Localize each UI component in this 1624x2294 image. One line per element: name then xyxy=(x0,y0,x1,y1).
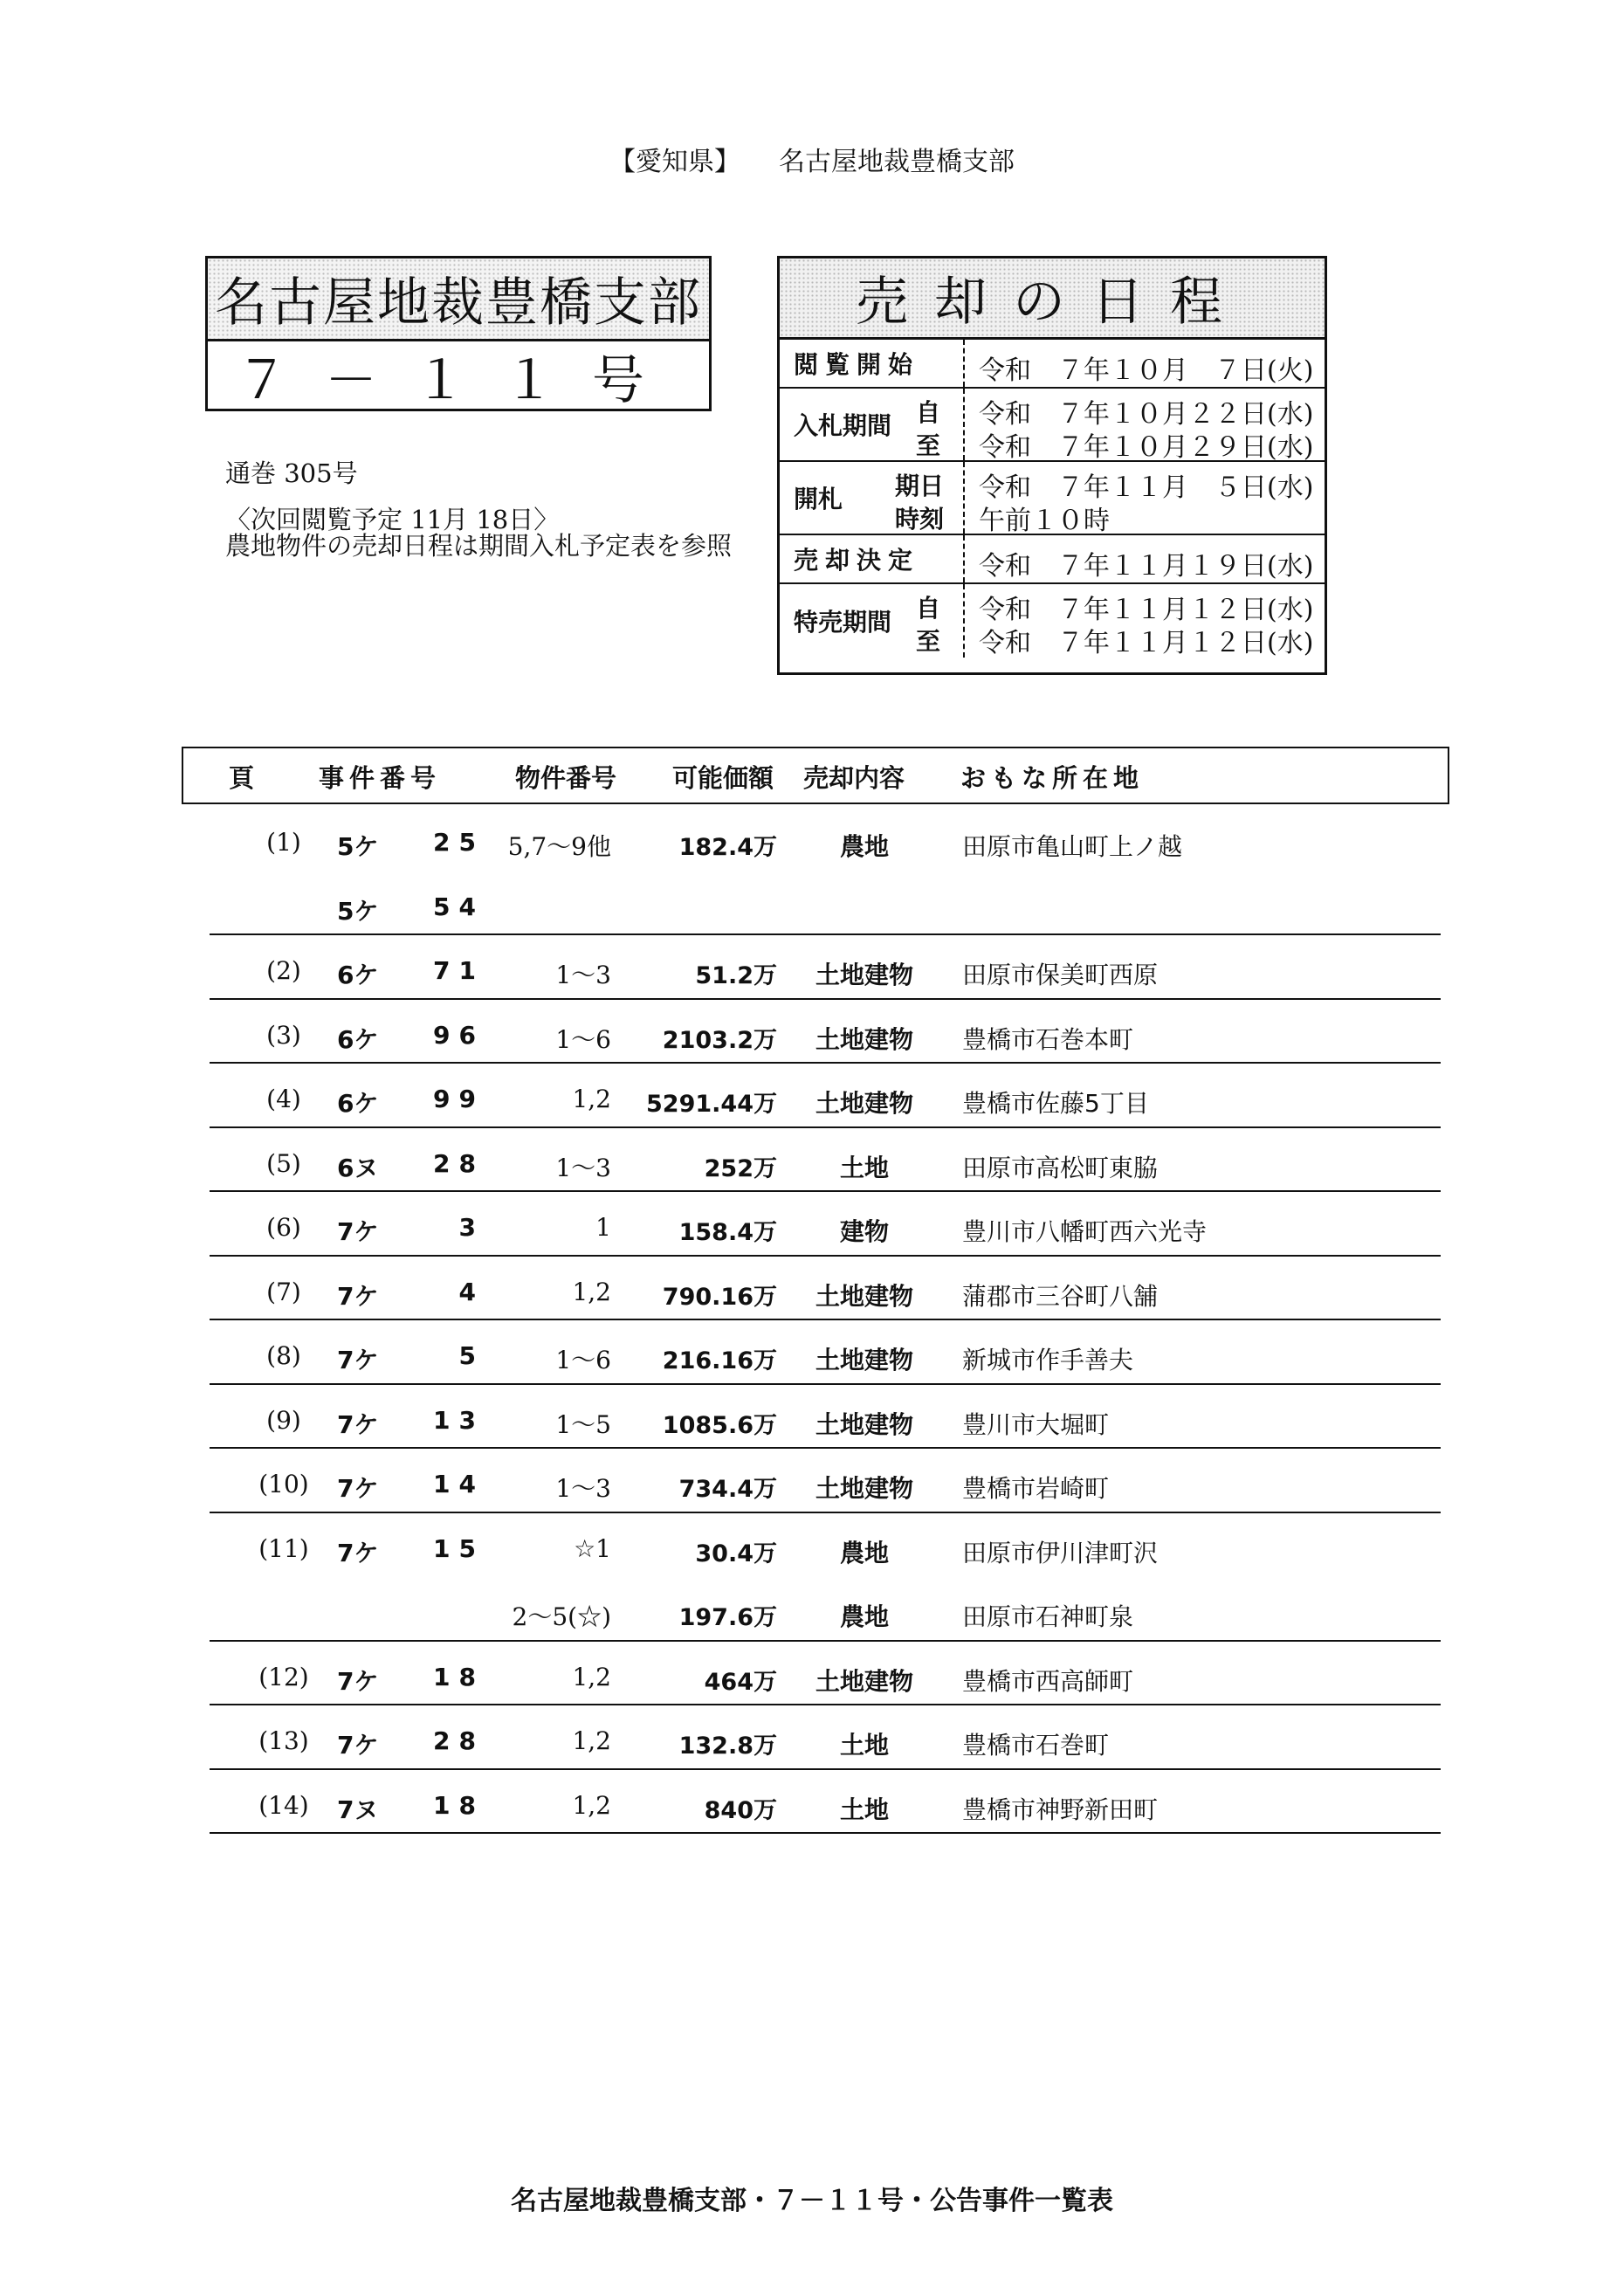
sale-type-cell: 土地建物 xyxy=(815,1089,913,1118)
location-cell: 豊橋市岩崎町 xyxy=(962,1474,1110,1503)
court-issue-box xyxy=(205,256,712,411)
price-cell: 30.4万 xyxy=(695,1540,777,1567)
schedule-title: 売却の日程 xyxy=(780,258,1325,340)
volume-number: 通巻 305号 xyxy=(225,458,358,488)
sale-type-cell: 土地 xyxy=(839,1153,889,1182)
page-cell: (1) xyxy=(266,828,301,857)
sale-type-cell: 土地建物 xyxy=(815,961,913,989)
schedule-sublabel: 至 xyxy=(915,627,940,656)
case-number-cell: 71 xyxy=(433,956,485,985)
page-cell: (4) xyxy=(266,1085,301,1113)
table-row xyxy=(210,1192,1441,1257)
table-row xyxy=(210,1513,1441,1578)
header-page: 頁 xyxy=(229,763,255,793)
case-list xyxy=(210,807,1441,1834)
table-row xyxy=(210,1449,1441,1513)
schedule-value: 令和 ７年１０月 ７日(火) xyxy=(979,355,1314,386)
location-cell: 新城市作手善夫 xyxy=(962,1346,1134,1374)
location-cell: 豊川市八幡町西六光寺 xyxy=(962,1217,1208,1246)
table-row xyxy=(210,1320,1441,1385)
table-row xyxy=(210,871,1441,936)
table-row xyxy=(210,1064,1441,1128)
case-era-cell: 6ケ xyxy=(337,1089,379,1118)
item-number-cell: 2～5(☆) xyxy=(512,1602,611,1631)
schedule-sublabel: 時刻 xyxy=(894,505,944,534)
case-era-cell: 7ケ xyxy=(337,1538,379,1567)
table-row xyxy=(210,935,1441,1000)
case-era-cell: 7ケ xyxy=(337,1346,379,1374)
schedule-label xyxy=(780,584,965,658)
schedule-sublabel: 自 xyxy=(915,398,940,427)
table-header xyxy=(182,747,1449,804)
price-cell: 840万 xyxy=(704,1796,777,1824)
price-cell: 182.4万 xyxy=(678,834,777,861)
sale-type-cell: 農地 xyxy=(839,832,889,861)
sale-type-cell: 農地 xyxy=(839,1602,889,1631)
price-cell: 158.4万 xyxy=(678,1219,777,1246)
item-number-cell: 1,2 xyxy=(572,1726,611,1755)
prefecture-label: 【愛知県】 xyxy=(609,147,740,177)
item-number-cell: 1～5 xyxy=(555,1409,611,1439)
sale-type-cell: 土地建物 xyxy=(815,1666,913,1696)
schedule-label-text: 特売期間 xyxy=(794,608,892,637)
item-number-cell: 1～3 xyxy=(555,1153,611,1182)
price-cell: 2103.2万 xyxy=(662,1026,777,1054)
schedule-value: 令和 ７年１１月 ５日(水) xyxy=(979,472,1314,503)
table-row xyxy=(210,1000,1441,1064)
page-header xyxy=(0,140,1624,178)
case-era-cell: 6ケ xyxy=(337,961,379,989)
schedule-label xyxy=(780,340,965,387)
table-row xyxy=(210,1385,1441,1450)
location-cell: 豊橋市神野新田町 xyxy=(962,1795,1159,1824)
court-label: 名古屋地裁豊橋支部 xyxy=(779,147,1015,177)
case-era-cell: 5ケ xyxy=(337,832,379,861)
location-cell: 蒲郡市三谷町八舗 xyxy=(962,1281,1159,1311)
table-row xyxy=(210,1128,1441,1193)
next-view-date: 〈次回閲覧予定 11月 18日〉 xyxy=(225,505,560,534)
case-number-cell: 96 xyxy=(433,1020,485,1050)
item-number-cell: 1～6 xyxy=(555,1346,611,1374)
sale-schedule-box xyxy=(777,256,1327,675)
item-number-cell: ☆1 xyxy=(574,1533,611,1563)
court-name: 名古屋地裁豊橋支部 xyxy=(208,258,709,341)
case-number-cell: 14 xyxy=(433,1470,485,1498)
table-row xyxy=(210,1770,1441,1835)
schedule-label xyxy=(780,389,965,460)
schedule-sublabel: 自 xyxy=(915,594,940,623)
case-era-cell: 5ケ xyxy=(337,896,379,926)
location-cell: 豊橋市西高師町 xyxy=(962,1666,1134,1696)
sale-type-cell: 土地建物 xyxy=(815,1346,913,1374)
item-number-cell: 1～6 xyxy=(555,1024,611,1054)
schedule-row xyxy=(780,389,1325,462)
case-number-cell: 15 xyxy=(433,1533,485,1563)
table-row xyxy=(210,1257,1441,1321)
header-case-number: 事件番号 xyxy=(319,763,442,793)
price-cell: 734.4万 xyxy=(678,1476,777,1503)
price-cell: 252万 xyxy=(704,1154,777,1182)
page-cell: (5) xyxy=(266,1148,301,1178)
price-cell: 197.6万 xyxy=(678,1604,777,1631)
price-cell: 5291.44万 xyxy=(646,1091,777,1118)
location-cell: 田原市伊川津町沢 xyxy=(962,1538,1159,1567)
schedule-row xyxy=(780,340,1325,389)
schedule-label-text: 開札 xyxy=(794,485,843,513)
item-number-cell: 1,2 xyxy=(572,1277,611,1306)
schedule-value: 令和 ７年１１月１２日(水) xyxy=(979,628,1314,658)
location-cell: 田原市高松町東脇 xyxy=(962,1153,1159,1182)
case-number-cell: 28 xyxy=(433,1148,485,1178)
case-number-cell: 99 xyxy=(433,1085,485,1113)
schedule-label xyxy=(780,462,965,534)
schedule-rows xyxy=(780,340,1325,658)
price-cell: 464万 xyxy=(704,1668,777,1696)
case-era-cell: 7ケ xyxy=(337,1217,379,1246)
schedule-row xyxy=(780,584,1325,658)
location-cell: 豊橋市石巻本町 xyxy=(962,1024,1134,1054)
price-cell: 216.16万 xyxy=(662,1347,777,1374)
sale-type-cell: 土地 xyxy=(839,1731,889,1760)
page-cell: (2) xyxy=(266,956,301,985)
schedule-value: 午前１０時 xyxy=(979,506,1110,536)
case-number-cell: 18 xyxy=(433,1662,485,1691)
sale-type-cell: 建物 xyxy=(839,1217,889,1246)
schedule-label xyxy=(780,535,965,582)
price-cell: 1085.6万 xyxy=(662,1411,777,1439)
page-cell: (10) xyxy=(258,1470,309,1498)
location-cell: 豊橋市石巻町 xyxy=(962,1731,1110,1760)
page-cell: (8) xyxy=(266,1341,301,1370)
case-number-cell: 18 xyxy=(433,1790,485,1820)
page-cell: (3) xyxy=(266,1020,301,1050)
item-number-cell: 1,2 xyxy=(572,1662,611,1691)
item-number-cell: 1～3 xyxy=(555,1474,611,1503)
sale-type-cell: 土地建物 xyxy=(815,1474,913,1503)
item-number-cell: 1～3 xyxy=(555,961,611,989)
case-number-cell: 5 xyxy=(458,1341,485,1370)
case-era-cell: 7ケ xyxy=(337,1281,379,1311)
schedule-value: 令和 ７年１０月２９日(水) xyxy=(979,432,1314,463)
case-number-cell: 54 xyxy=(433,892,485,921)
schedule-value: 令和 ７年１１月１２日(水) xyxy=(979,595,1314,625)
sale-type-cell: 土地建物 xyxy=(815,1281,913,1311)
page-cell: (13) xyxy=(258,1726,309,1755)
case-era-cell: 6ケ xyxy=(337,1024,379,1054)
header-item-number: 物件番号 xyxy=(515,763,617,793)
schedule-label-text: 売却決定 xyxy=(794,546,920,575)
location-cell: 豊橋市佐藤5丁目 xyxy=(962,1089,1149,1118)
schedule-value: 令和 ７年１０月２２日(水) xyxy=(979,399,1314,430)
table-row xyxy=(210,807,1441,871)
case-number-cell: 4 xyxy=(458,1277,485,1306)
schedule-sublabel: 期日 xyxy=(894,472,944,500)
table-row xyxy=(210,1705,1441,1770)
case-era-cell: 6ヌ xyxy=(337,1153,379,1182)
page-cell: (12) xyxy=(258,1662,309,1691)
header-price: 可能価額 xyxy=(672,763,774,793)
price-cell: 132.8万 xyxy=(678,1733,777,1760)
notes xyxy=(225,506,732,559)
location-cell: 田原市亀山町上ノ越 xyxy=(962,832,1183,861)
sale-type-cell: 土地 xyxy=(839,1795,889,1824)
page-cell: (7) xyxy=(266,1277,301,1306)
case-era-cell: 7ケ xyxy=(337,1474,379,1503)
farmland-note: 農地物件の売却日程は期間入札予定表を参照 xyxy=(225,531,733,561)
case-era-cell: 7ケ xyxy=(337,1409,379,1439)
case-number-cell: 3 xyxy=(458,1213,485,1242)
location-cell: 豊川市大堀町 xyxy=(962,1409,1110,1439)
sale-type-cell: 土地建物 xyxy=(815,1409,913,1439)
price-cell: 51.2万 xyxy=(695,962,777,989)
issue-number: ７－１１号 xyxy=(236,350,681,411)
case-era-cell: 7ヌ xyxy=(337,1795,379,1824)
sale-type-cell: 農地 xyxy=(839,1538,889,1567)
schedule-label-text: 閲覧開始 xyxy=(794,350,920,379)
page-footer: 名古屋地裁豊橋支部・７－１１号・公告事件一覧表 xyxy=(511,2186,1113,2216)
sale-type-cell: 土地建物 xyxy=(815,1024,913,1054)
case-era-cell: 7ケ xyxy=(337,1666,379,1696)
schedule-row xyxy=(780,462,1325,535)
case-era-cell: 7ケ xyxy=(337,1731,379,1760)
item-number-cell: 1,2 xyxy=(572,1085,611,1113)
item-number-cell: 5,7～9他 xyxy=(507,832,611,861)
schedule-row xyxy=(780,535,1325,584)
page-cell: (9) xyxy=(266,1405,301,1435)
page-cell: (14) xyxy=(258,1790,309,1820)
table-row xyxy=(210,1642,1441,1706)
price-cell: 790.16万 xyxy=(662,1283,777,1311)
header-sale-type: 売却内容 xyxy=(803,763,905,793)
location-cell: 田原市保美町西原 xyxy=(962,961,1159,989)
case-number-cell: 28 xyxy=(433,1726,485,1755)
case-number-cell: 13 xyxy=(433,1405,485,1435)
item-number-cell: 1,2 xyxy=(572,1790,611,1820)
page-cell: (6) xyxy=(266,1213,301,1242)
location-cell: 田原市石神町泉 xyxy=(962,1602,1134,1631)
table-row xyxy=(210,1577,1441,1642)
case-number-cell: 25 xyxy=(433,828,485,857)
schedule-label-text: 入札期間 xyxy=(794,411,892,440)
item-number-cell: 1 xyxy=(595,1213,611,1242)
page-cell: (11) xyxy=(258,1533,309,1563)
schedule-value: 令和 ７年１１月１９日(水) xyxy=(979,551,1314,582)
schedule-sublabel: 至 xyxy=(915,431,940,460)
header-location: おもな所在地 xyxy=(960,763,1145,793)
